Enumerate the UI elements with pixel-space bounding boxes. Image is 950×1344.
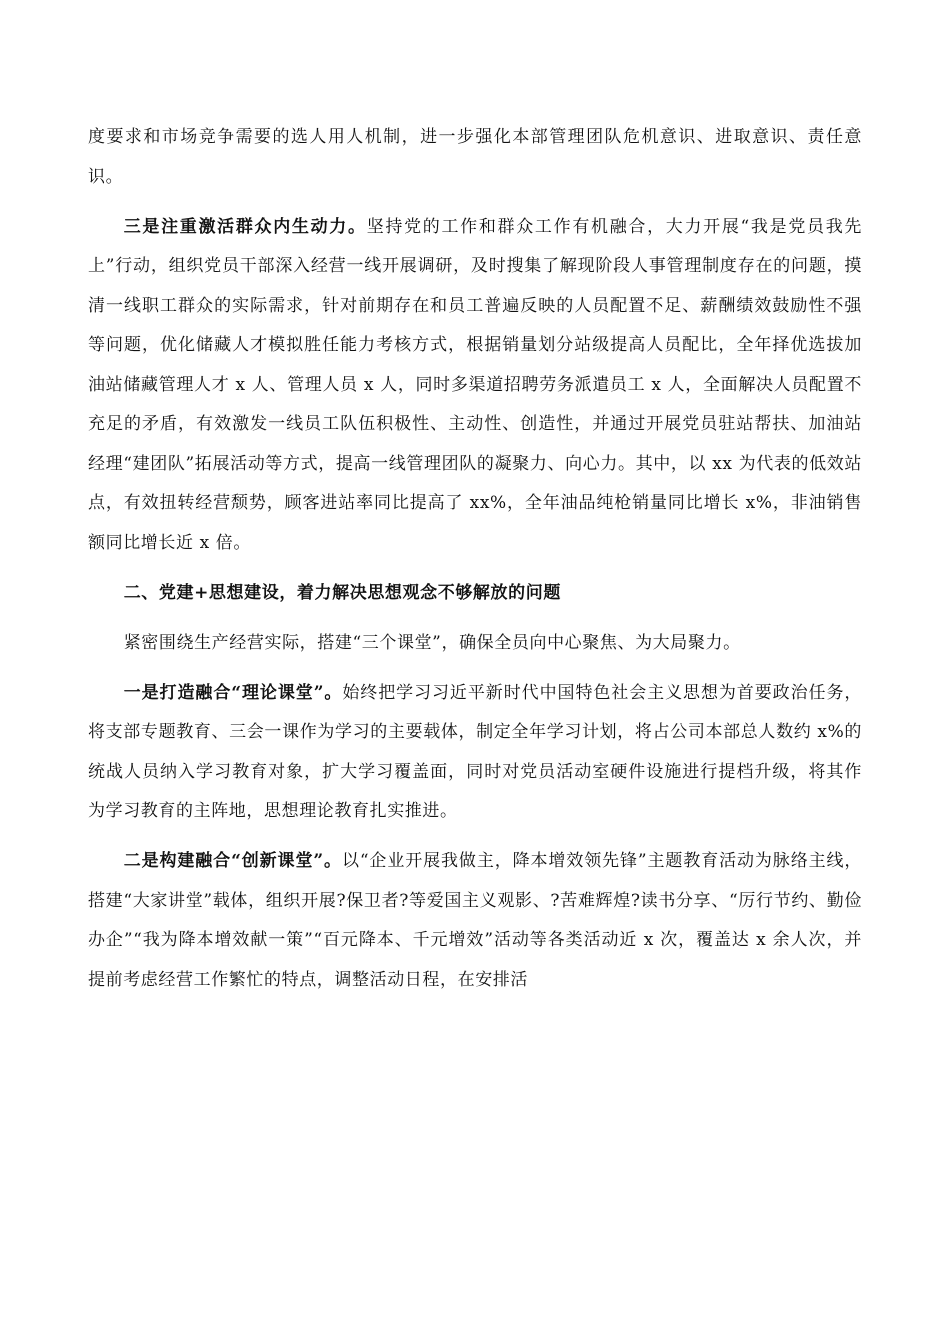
paragraph-three-classrooms <box>88 624 862 664</box>
paragraph-text: 紧密围绕生产经营实际，搭建“三个课堂”，确保全员向中心聚焦、为大局聚力。 <box>123 632 741 653</box>
paragraph-text: 以“企业开展我做主，降本增效领先锋”主题教育活动为脉络主线，搭建“大家讲堂”载体，组织开展?保卫者?等爱国主义观影、?苦难辉煌?读书分享、“厉行节约、勤俭办企”“我为降本增效献一策”“百元降本、千元增效”活动等各类活动近 x 次，覆盖达 x 余人次，并提前考虑经营工作繁忙的特点，调整活动日程，在安排活 <box>88 851 862 990</box>
paragraph-lead: 一是打造融合“理论课堂”。 <box>123 682 343 703</box>
paragraph-theory-classroom <box>88 674 862 832</box>
paragraph-text: 坚持党的工作和群众工作有机融合，大力开展“我是党员我先上”行动，组织党员干部深入经营一线开展调研，及时搜集了解现阶段人事管理制度存在的问题，摸清一线职工群众的实际需求，针对前期存在和员工普遍反映的人员配置不足、薪酬绩效鼓励性不强等问题，优化储藏人才模拟胜任能力考核方式，根据销量划分站级提高人员配比，全年择优选拔加油站储藏管理人才 x 人、管理人员 x 人，同时多渠道招聘劳务派遣员工 x 人，全面解决人员配置不充足的矛盾，有效激发一线员工队伍积极性、主动性、创造性，并通过开展党员驻站帮扶、加油站经理“建团队”拓展活动等方式，提高一线管理团队的凝聚力、向心力。其中，以 xx 为代表的低效站点，有效扭转经营颓势，顾客进站率同比提高了 xx%，全年油品纯枪销量同比增长 x%，非油销售额同比增长近 x 倍。 <box>88 216 862 553</box>
paragraph-lead: 三是注重激活群众内生动力。 <box>123 216 367 237</box>
paragraph-motivate-masses <box>88 208 862 564</box>
paragraph-text: 始终把学习习近平新时代中国特色社会主义思想为首要政治任务，将支部专题教育、三会一课作为学习的主要载体，制定全年学习计划，将占公司本部总人数约 x%的统战人员纳入学习教育对象，扩大学习覆盖面，同时对党员活动室硬件设施进行提档升级，将其作为学习教育的主阵地，思想理论教育扎实推进。 <box>88 682 862 821</box>
section-heading-2 <box>88 574 862 614</box>
paragraph-text: 度要求和市场竞争需要的选人用人机制，进一步强化本部管理团队危机意识、进取意识、责任意识。 <box>88 127 862 187</box>
paragraph-continuation <box>88 118 862 197</box>
paragraph-innovation-classroom <box>88 842 862 1000</box>
section-heading-text: 二、党建+思想建设，着力解决思想观念不够解放的问题 <box>123 582 561 603</box>
paragraph-lead: 二是构建融合“创新课堂”。 <box>123 851 342 871</box>
document-page <box>88 118 862 1000</box>
